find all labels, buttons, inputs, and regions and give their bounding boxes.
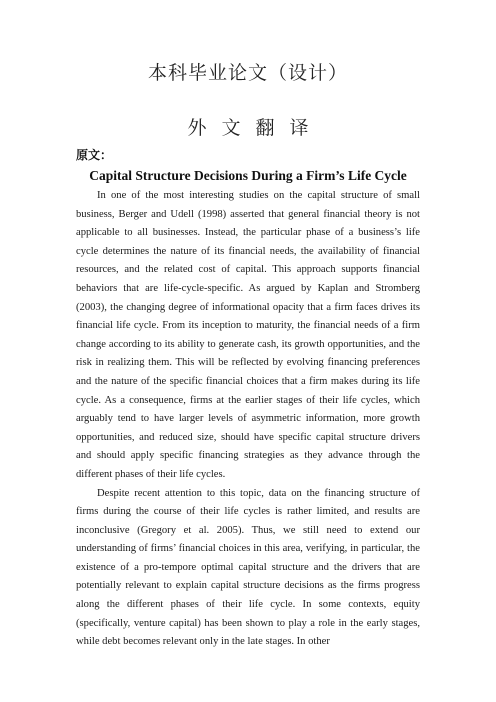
- section-label: 原文：: [76, 148, 113, 162]
- paragraph-1: In one of the most interesting studies on the capital structure of small business, Berger and Udell (1998) asserted that general financial theory is not applicable to all businesses. Instead, the particular phase of a business’s life cycle determines the nature of its financial needs, the availability of financial resources, and the related cost of capital. This approach supports financial behaviors that are life-cycle-specific. As argued by Kaplan and Stromberg (2003), the changing degree of informational opacity that a firm faces drives its financial life cycle. From its inception to maturity, the financial needs of a firm change according to its ability to generate cash, its growth opportunities, and the risk in realizing them. This will be reflected by evolving financing preferences and the nature of the specific financial choices that a firm makes during its life cycle. As a consequence, firms at the earlier stages of their life cycles, which arguably tend to have larger levels of asymmetric information, more growth opportunities, and reduced size, should have specific capital structure drivers and should apply specific financing strategies as they advance through the different phases of their life cycles.: [76, 190, 420, 480]
- paragraph-2: Despite recent attention to this topic, data on the financing structure of firms during the course of their life cycles is rather limited, and results are inconclusive (Gregory et al. 2005). Thus, we still need to extend our understanding of firms’ financial choices in this area, verifying, in particular, the existence of a pro-tempore optimal capital structure and the drivers that are potentially relevant to explain capital structure decisions as the firms progress along the different phases of their life cycle. In some contexts, equity (specifically, venture capital) has been shown to play a role in the early stages, while debt becomes relevant only in the late stages. In other: [76, 487, 420, 648]
- document-subtitle: 外文翻译: [187, 118, 324, 139]
- article-body: [76, 187, 420, 652]
- document-title: 本科毕业论文（设计）: [147, 63, 348, 84]
- article-heading: Capital Structure Decisions During a Firm’s Life Cycle: [89, 168, 407, 183]
